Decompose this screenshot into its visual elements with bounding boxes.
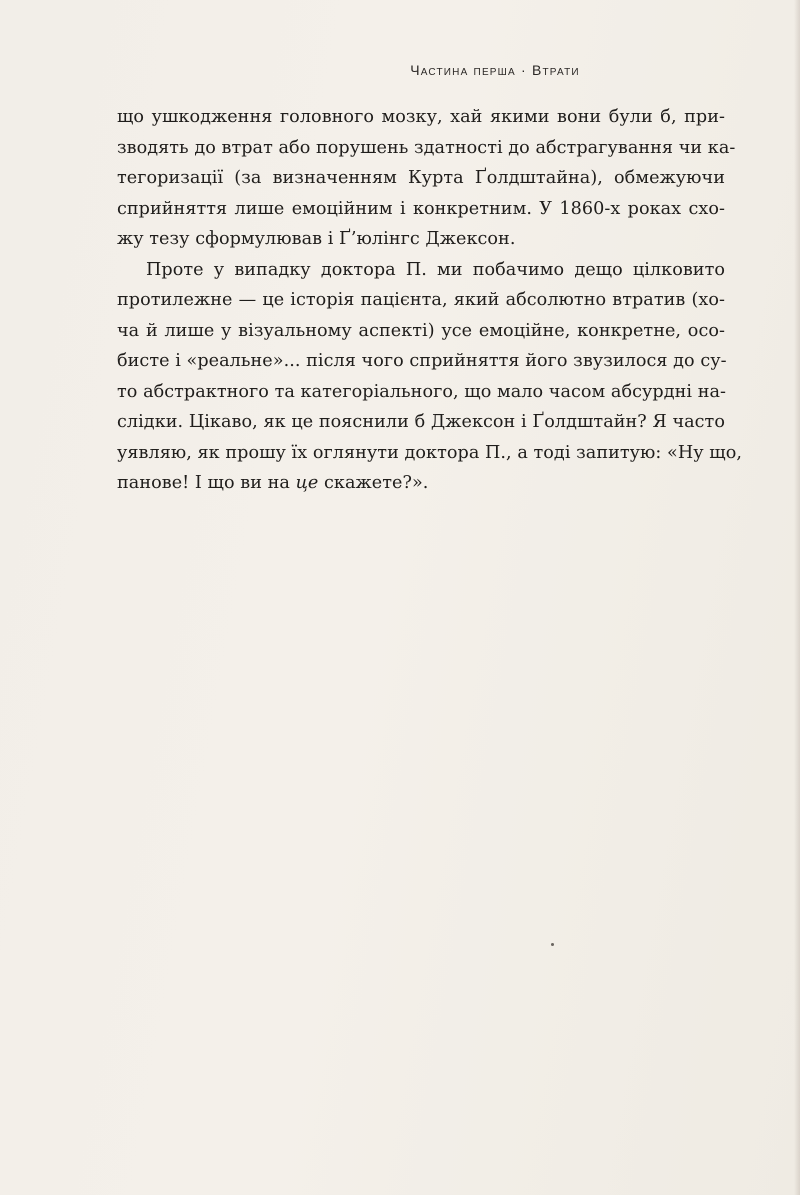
text-line: жу тезу сформулював і Ґ’юлінгс Джексон. — [117, 229, 516, 249]
emphasis-word: це — [295, 473, 319, 493]
text-line: протилежне — це історія пацієнта, який абсолютно втратив (хо- — [117, 290, 725, 310]
text-fragment: панове! І що ви на — [117, 473, 296, 493]
text-line: бисте і «реальне»... після чого сприйняття його звузилося до су- — [117, 351, 727, 371]
text-line-final — [117, 468, 725, 499]
text-line: то абстрактного та категоріального, що мало часом абсурдні на- — [117, 381, 727, 402]
text-fragment: скажете?». — [318, 473, 429, 493]
text-line: сприйняття лише емоційним і конкретним. У 1860-х роках схо- — [117, 198, 725, 219]
text-line: уявляю, як прошу їх оглянути доктора П., а тоді запитую: «Ну що, — [117, 442, 742, 463]
page-edge-shadow — [794, 0, 800, 1195]
text-line: слідки. Цікаво, як це пояснили б Джексон і Ґолдштайн? Я часто — [117, 412, 725, 432]
text-line: зводять до втрат або порушень здатності до абстрагування чи ка- — [117, 137, 736, 158]
running-header: Частина перша · Втрати — [410, 62, 580, 78]
text-line: Проте у випадку доктора П. ми побачимо дещо цілковито — [146, 259, 725, 280]
page-speck — [551, 943, 554, 946]
text-line: тегоризації (за визначенням Курта Ґолдштайна), обмежуючи — [117, 168, 725, 188]
body-text — [117, 102, 742, 499]
text-line: ча й лише у візуальному аспекті) усе емоційне, конкретне, осо- — [117, 320, 725, 341]
text-line: що ушкодження головного мозку, хай якими вони були б, при- — [117, 107, 725, 127]
